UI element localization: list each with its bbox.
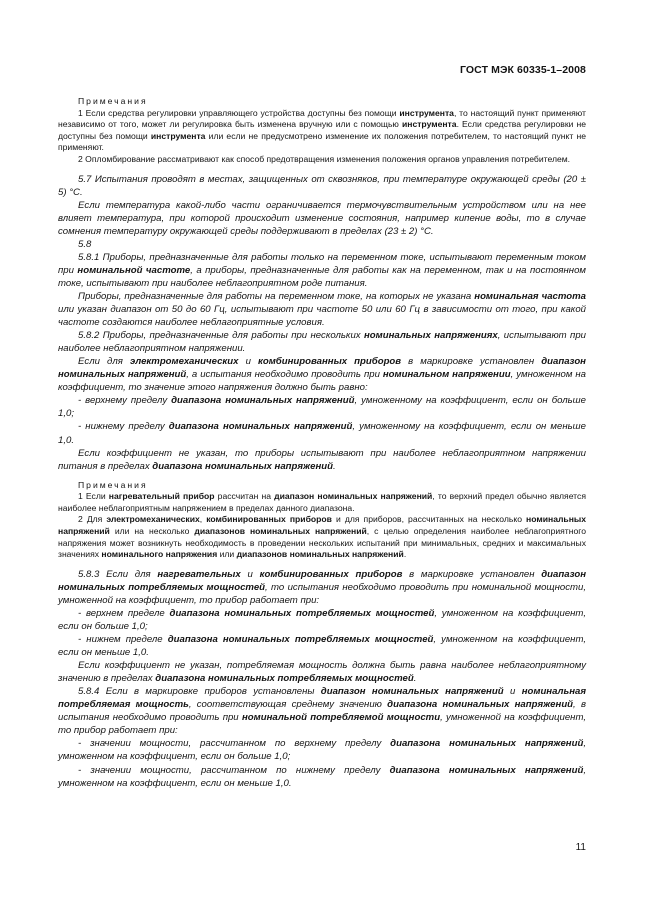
term: нагревательных [157,568,241,580]
note-paragraph [58,514,586,560]
term: инструмента [401,119,457,130]
term: диапазона номинальных напряжений [387,699,574,711]
text-run: 5.8 [78,238,92,250]
term: электромеханических [129,356,239,368]
term: инструмента [150,130,206,141]
body-paragraph [58,659,586,685]
notes-block-1 [58,96,586,166]
text-run: , испытывают при наиболее неблагоприятном напряжении. [58,330,587,355]
text-run: - верхнем пределе [78,607,170,619]
term: инструмента [399,107,454,118]
term: диапазон номинальных напряжений [58,356,586,381]
term: номинального напряжения [101,549,218,560]
text-run: и [240,568,260,580]
list-item [58,607,586,633]
clauses-5-7-5-8-2 [58,173,586,473]
text-run: Если коэффициент не указан, потребляемая мощность должна быть равна наиболее неблагоприятному значению в пределах [58,660,586,685]
list-item [58,394,586,420]
text-run: Если температура какой-либо части ограничивается термочувствительным устройством или на нее влияет температура, при которой происходит изменение состояния, например кипение воды, то в случае сомнения температуру окружающей среды поддерживают в пределах (23 ± 2) °С. [58,199,586,237]
text-run: , то испытания необходимо проводить при номинальной мощности, умноженной на коэффициент, то прибор работает при: [58,581,586,606]
term: диапазон номинальных напряжений [274,491,433,502]
term: номинальных напряжениях [363,330,498,342]
clauses-5-8-3-5-8-4 [58,568,586,790]
text-run: , умноженном на коэффициент, если он меньше 1,0. [58,634,586,659]
page-content [58,96,586,790]
term: диапазона номинальных потребляемых мощностей [169,607,435,619]
body-paragraph [58,355,586,394]
text-run: в маркировке установлен [401,356,542,368]
term: диапазона номинальных напряжений [390,738,584,750]
term: нагревательный прибор [108,491,215,502]
term: комбинированных приборов [206,514,332,525]
text-run: 2 Для [78,514,107,525]
text-run: Если для [78,356,130,368]
page-number: 11 [575,842,586,853]
text-run: , умноженном на коэффициент, если он больше 1,0; [58,607,586,632]
notes-heading: Примечания [78,96,148,106]
body-paragraph [58,290,586,329]
text-run: Если коэффициент не указан, то приборы испытывают при наиболее неблагоприятном напряжении питания в пределах [58,447,586,472]
text-run: 5.8.2 Приборы, предназначенные для работы при нескольких [78,330,364,342]
text-run: , то настоящий пункт применяют независимо от того, может ли регулировка быть изменена вручную или с помощью [58,107,586,130]
text-run: Приборы, предназначенные для работы на переменном токе, на которых не указана [78,290,475,302]
text-run: , [199,514,207,525]
text-run: - значении мощности, рассчитанном по верхнему пределу [78,738,391,750]
term: электромеханических [106,514,200,525]
list-item [58,420,586,446]
text-run: , с целью определения наиболее неблагоприятного напряжения может возникнуть необходимость в проведении нескольких испытаний при минимальных, средних и максимальных значениях [58,526,586,560]
clause-5-8-3 [58,568,586,607]
text-run: , умноженной на коэффициент, то прибор работает при: [58,712,587,737]
term: комбинированных приборов [259,568,403,580]
text-run: . Если средства регулировки не доступны без помощи [58,119,586,141]
term: диапазонов номинальных напряжений [194,526,367,537]
clause-5-8-4 [58,685,586,737]
list-item [58,737,586,763]
body-paragraph [58,447,586,473]
text-run: , в испытания необходимо проводить при [58,699,586,724]
body-paragraph [58,199,586,238]
text-run: 2 Опломбирование рассматривают как способ предотвращения изменения положения органов управления потребителем. [78,153,571,164]
text-run: . [403,549,407,560]
text-run: или [217,549,237,560]
term: диапазона номинальных потребляемых мощностей [167,634,434,646]
notes-heading: Примечания [78,479,148,490]
text-run: , умноженному на коэффициент, если он больше 1,0; [58,395,586,420]
term: диапазона номинальных напряжений [152,460,333,472]
notes-block-2 [58,480,586,561]
text-run: 1 Если [78,491,109,502]
list-item [58,764,586,790]
text-run: , соответствующая среднему значению [188,699,388,711]
text-run: . [413,673,417,685]
term: номинальной частоте [77,264,191,276]
text-run: и [503,686,522,698]
clause-5-8-1 [58,251,586,290]
text-run: . [332,460,336,472]
text-run: , умноженном на коэффициент, если он меньше 1,0. [58,764,586,789]
text-run: 5.8.1 Приборы, предназначенные для работы только на переменном токе, испытывают переменным током при [58,251,586,276]
text-run: , умноженному на коэффициент, если он меньше 1,0. [58,421,586,446]
text-run: 5.8.3 Если для [78,568,158,580]
text-run: - значении мощности, рассчитанном по нижнему пределу [78,764,390,776]
term: диапазон номинальных потребляемых мощностей [58,568,586,593]
clause-5-8-2 [58,329,586,355]
standard-header: ГОСТ МЭК 60335-1–2008 [459,64,586,76]
term: диапазона номинальных напряжений [168,421,353,433]
text-run: - нижнем пределе [78,634,168,646]
text-run: , умноженном на коэффициент, то значение этого напряжения должно быть равно: [58,369,586,394]
text-run: 1 Если средства регулировки управляющего устройства доступны без помощи [78,107,400,118]
text-run: рассчитан на [214,491,275,502]
term: номинальная потребляемая мощность [58,686,586,711]
term: номинальном напряжении [382,369,511,381]
note-paragraph [58,108,586,154]
text-run: 5.7 Испытания проводят в местах, защищенных от сквозняков, при температуре окружающей среды (20 ± 5) °С. [58,173,586,198]
text-run: , то верхний предел обычно является наиболее неблагоприятным напряжением в пределах данного диапазона. [58,491,586,513]
clause-5-7 [58,173,586,199]
text-run: , а приборы, предназначенные для работы как на переменном, так и на постоянном токе, испытывают при наиболее неблагоприятном роде питания. [58,264,586,289]
text-run: , а испытания необходимо проводить при [186,369,383,381]
text-run: - верхнему пределу [78,395,172,407]
clause-5-8 [58,238,586,251]
text-run: или если не предусмотрено изменение их положения потребителем, то настоящий пункт не применяют. [58,130,586,153]
term: диапазона номинальных потребляемых мощностей [155,673,414,685]
text-run: и [238,356,258,368]
term: диапазона номинальных напряжений [171,395,355,407]
text-run: и для приборов, рассчитанных на несколько [331,514,527,525]
text-run: , умноженном на коэффициент, если он больше 1,0; [58,738,586,763]
text-run: или на несколько [109,526,195,537]
term: номинальная частота [474,290,586,302]
term: номинальных напряжений [58,514,587,537]
text-run: в маркировке установлен [402,568,542,580]
text-run: 5.8.4 Если в маркировке приборов установлены [78,686,321,698]
term: диапазона номинальных напряжений [389,764,584,776]
list-item [58,633,586,659]
term: комбинированных приборов [257,356,402,368]
term: номинальной потребляемой мощности [241,712,441,724]
note-paragraph [58,154,586,166]
text-run: или указан диапазон от 50 до 60 Гц, испытывают при частоте 50 или 60 Гц в зависимости от того, при какой частоте создаются наиболее неблагоприятные условия. [58,304,586,329]
term: диапазонов номинальных напряжений [236,549,404,560]
text-run: - нижнему пределу [78,421,169,433]
term: диапазон номинальных напряжений [320,686,504,698]
note-paragraph [58,491,586,514]
